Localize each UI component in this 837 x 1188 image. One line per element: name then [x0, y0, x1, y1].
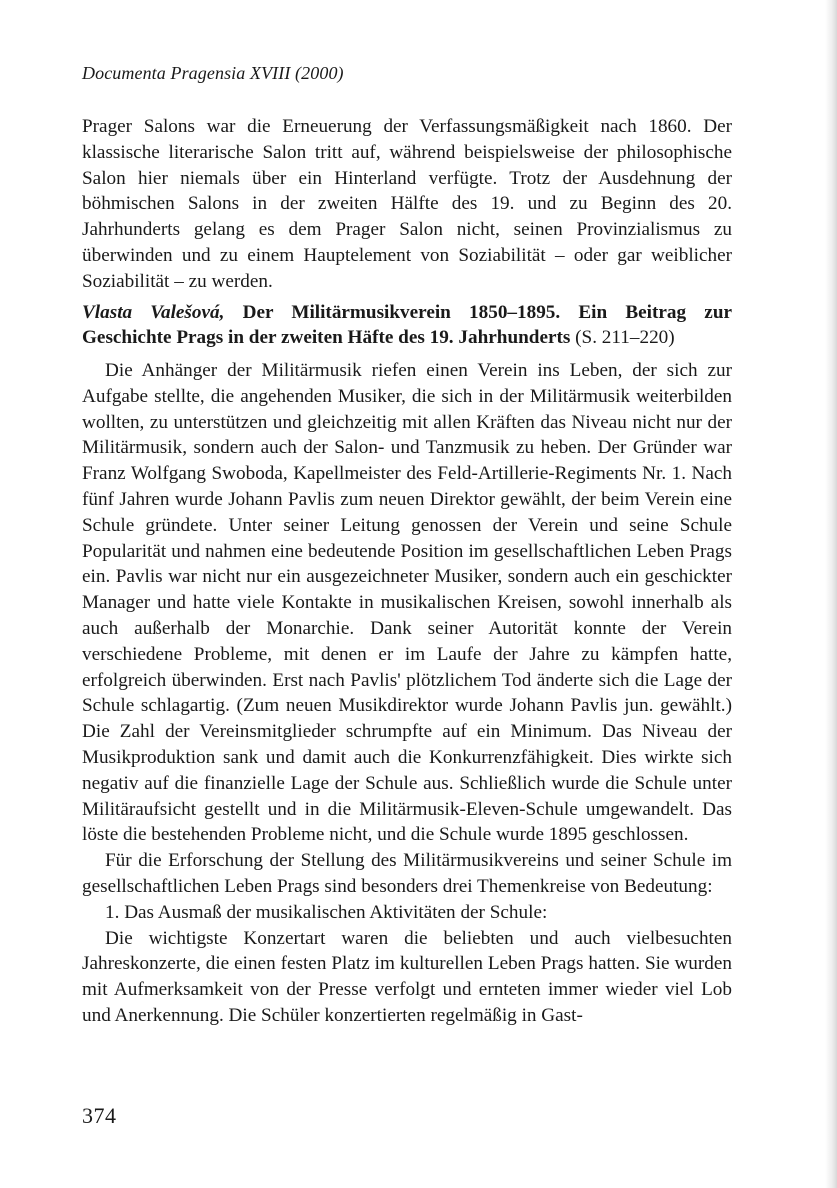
- paragraph-salons: Prager Salons war die Erneuerung der Verfassungsmäßigkeit nach 1860. Der klassische literarische Salon tritt auf, während beispielsweise der philosophische Salon hier niemals über ein Hinterland verfügte. Trotz der Ausdehnung der böhmischen Salons in der zweiten Hälfte des 19. und zu Beginn des 20. Jahrhunderts gelang es dem Prager Salon nicht, seinen Provinzialismus zu überwinden und zu einem Hauptelement von Soziabilität – oder gar weiblicher Soziabilität – zu werden.: [82, 116, 732, 292]
- article-heading: [82, 300, 732, 350]
- paragraph-list-item-1: 1. Das Ausmaß der musikalischen Aktivitäten der Schule:: [105, 901, 548, 923]
- text-block-salons: [82, 114, 732, 295]
- text-block-militaermusik: [82, 358, 732, 1029]
- paragraph-themenkreise: Für die Erforschung der Stellung des Militärmusikvereins und seiner Schule im gesellschaftlichen Leben Prags sind besonders drei Themenkreise von Bedeutung:: [82, 850, 732, 897]
- running-head: Documenta Pragensia XVIII (2000): [82, 63, 344, 83]
- paragraph-summary: Die Anhänger der Militärmusik riefen einen Verein ins Leben, der sich zur Aufgabe stellte, die angehenden Musiker, die sich in der Militärmusik weiterbilden wollten, zu unterstützen und gleichzeitig mit allen Kräften das Niveau nicht nur der Militärmusik, sondern auch der Salon- und Tanzmusik zu heben. Der Gründer war Franz Wolfgang Swoboda, Kapellmeister des Feld-Artillerie-Regiments Nr. 1. Nach fünf Jahren wurde Johann Pavlis zum neuen Direktor gewählt, der beim Verein eine Schule gründete. Unter seiner Leitung genossen der Verein und seine Schule Popularität und nahmen eine bedeutende Position im gesellschaftlichen Leben Prags ein. Pavlis war nicht nur ein ausgezeichneter Musiker, sondern auch ein geschickter Manager und hatte viele Kontakte in musikalischen Kreisen, sowohl innerhalb als auch außerhalb der Monarchie. Dank seiner Autorität konnte der Verein verschiedene Probleme, mit denen er im Laufe der Jahre zu kämpfen hatte, erfolgreich überwinden. Erst nach Pavlis' plötzlichem Tod änderte sich die Lage der Schule schlagartig. (Zum neuen Musikdirektor wurde Johann Pavlis jun. gewählt.) Die Zahl der Vereinsmitglieder schrumpfte auf ein Minimum. Das Niveau der Musikproduktion sank und damit auch die Konkurrenzfähigkeit. Dies wirkte sich negativ auf die finanzielle Lage der Schule aus. Schließlich wurde die Schule unter Militäraufsicht gestellt und in die Militärmusik-Eleven-Schule umgewandelt. Das löste die bestehenden Probleme nicht, und die Schule wurde 1895 geschlossen.: [82, 360, 732, 846]
- page-edge-shadow: [825, 0, 837, 1188]
- article-author: Vlasta Valešová,: [82, 302, 225, 323]
- article-title: Der Militärmusikverein 1850–1895. Ein Beitrag zur Geschichte Prags in der zweiten Häfte des 19. Jahrhunderts: [82, 302, 733, 348]
- paragraph-konzertart: Die wichtigste Konzertart waren die beliebten und auch vielbesuchten Jahreskonzerte, die einen festen Platz im kulturellen Leben Prags hatten. Sie wurden mit Aufmerksamkeit von der Presse verfolgt und ernteten immer wieder viel Lob und Anerkennung. Die Schüler konzertierten regelmäßig in Gast-: [82, 927, 732, 1026]
- article-pages: (S. 211–220): [575, 327, 675, 348]
- page-number: 374: [82, 1103, 117, 1128]
